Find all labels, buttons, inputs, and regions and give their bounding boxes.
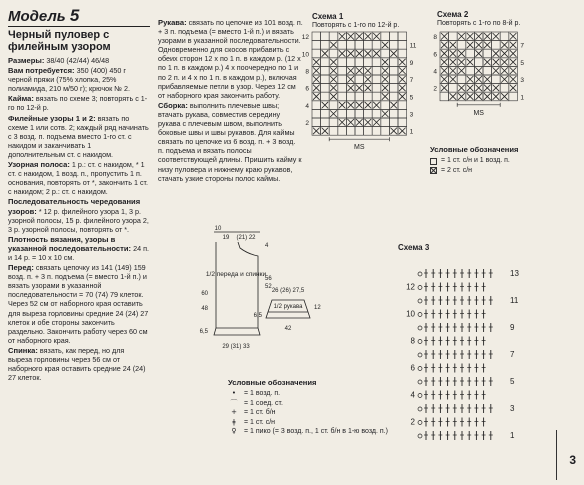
grid-cell [312, 41, 321, 50]
paragraph [158, 101, 303, 183]
legend3-title: Условные обозначения [228, 378, 317, 387]
stitch-symbol-icon: ♀ [231, 427, 237, 436]
model-title [8, 8, 150, 25]
picot-mark [418, 299, 422, 303]
ms-label: MS [473, 109, 484, 117]
paragraph-heading: Перед: [8, 263, 34, 273]
grid-cell [389, 58, 398, 67]
chart-label: 48 [201, 306, 208, 312]
chart-label: 10 [214, 226, 222, 232]
picot-mark [418, 353, 422, 357]
scheme1-note: Повторять с 1-го по 12-й р. [312, 22, 400, 29]
grid-cell [381, 49, 390, 58]
grid-cell [466, 49, 475, 58]
paragraph [8, 235, 150, 262]
row-number: 11 [409, 42, 417, 50]
picot-mark [418, 367, 422, 371]
grid-cell [398, 41, 407, 50]
open-mesh-icon [430, 158, 437, 165]
grid-cell [372, 75, 381, 84]
paragraph-text: выполнить плечевые швы; втачать рукава, совместив середину рукава с плечевым швом, выполнить боковые швы и швы рукавов. Для каймы связать по цепочке из 6 возд. п. + 3 возд. п. подъема и вязать полосы соответствующей длины. Пришить кайму к низу пуловера и нижнему краю рукавов, стачать узкие стороны полос каймы. [158, 100, 302, 183]
grid-cell [321, 109, 330, 118]
row-number: 7 [510, 350, 515, 359]
grid-cell [321, 75, 330, 84]
grid-cell [321, 41, 330, 50]
paragraph [8, 114, 150, 159]
row-number: 12 [406, 282, 415, 292]
grid-cell [312, 49, 321, 58]
picot-mark [418, 421, 422, 425]
paragraph-text: 38/40 (42/44) 46/48 [44, 56, 110, 65]
stitch-symbol-icon: ⌒ [230, 398, 238, 407]
grid-cell [312, 101, 321, 110]
picot-mark [418, 380, 422, 384]
grid-cell [364, 58, 373, 67]
row-number: 1 [409, 128, 414, 136]
grid-cell [389, 66, 398, 75]
paragraph-text: 1 р.: ст. с накидом, * 1 ст. с накидом, 1 возд. п., пропустить 1 п. основания, повторять от *, закончить 1 ст. с накидом; 2 р.: ст. с накидом. [8, 160, 149, 197]
legend-filet [430, 145, 518, 175]
grid-cell [500, 32, 509, 41]
grid-cell [389, 32, 398, 41]
grid-cell [312, 118, 321, 127]
model-label: Модель [8, 8, 66, 25]
chart-label: 12 [314, 305, 321, 311]
row-number: 4 [410, 390, 415, 400]
sleeve-label: 1/2 рукава [273, 304, 303, 310]
paragraph [8, 346, 150, 382]
legend3-row: + = 1 ст. б/н [228, 408, 388, 417]
grid-cell [329, 101, 338, 110]
scheme3-title: Схема 3 [398, 243, 430, 252]
grid-cell [449, 84, 458, 93]
picot-mark [418, 407, 422, 411]
row-number: 11 [510, 296, 519, 305]
grid-cell [389, 118, 398, 127]
grid-cell [321, 84, 330, 93]
grid-cell [355, 92, 364, 101]
picot-mark [418, 394, 422, 398]
instructions-body-cont [158, 18, 303, 183]
row-number: 5 [520, 59, 525, 67]
grid-cell [440, 92, 449, 101]
legend3-row: ǂ = 1 ст. с/н [228, 418, 388, 427]
row-number: 9 [409, 59, 414, 67]
grid-cell [389, 41, 398, 50]
scheme2-title: Схема 2 [437, 10, 469, 19]
grid-cell [346, 41, 355, 50]
row-number: 2 [410, 417, 415, 427]
grid-cell [329, 127, 338, 136]
row-number: 3 [520, 77, 525, 85]
row-number: 4 [305, 102, 309, 110]
title-rule [8, 26, 150, 27]
grid-cell [483, 66, 492, 75]
grid-cell [398, 101, 407, 110]
grid-cell [372, 127, 381, 136]
grid-cell [321, 32, 330, 41]
grid-cell [346, 109, 355, 118]
legend-row-filled: = 2 ст. с/н [430, 166, 518, 175]
grid-cell [338, 84, 347, 93]
filled-mesh-icon [430, 167, 437, 174]
grid-cell [492, 41, 501, 50]
grid-cell [329, 49, 338, 58]
paragraph [8, 263, 150, 345]
picot-mark [418, 326, 422, 330]
grid-cell [372, 92, 381, 101]
grid-cell [474, 58, 483, 67]
paragraph-heading: Сборка: [158, 100, 188, 110]
stitch-symbol-icon: • [231, 389, 237, 398]
grid-cell [338, 92, 347, 101]
sleeve-band [266, 312, 310, 318]
paragraph-heading: Узорная полоса: [8, 160, 70, 170]
grid-cell [329, 118, 338, 127]
scheme2-note: Повторять с 1-го по 8-й р. [437, 20, 521, 27]
grid-cell [500, 84, 509, 93]
grid-cell [372, 109, 381, 118]
grid-cell [389, 109, 398, 118]
grid-cell [346, 92, 355, 101]
grid-cell [398, 118, 407, 127]
ms-label: MS [354, 144, 365, 152]
hem-band [214, 328, 260, 335]
grid-cell [381, 127, 390, 136]
grid-cell [329, 32, 338, 41]
row-number: 5 [409, 94, 414, 102]
grid-cell [321, 66, 330, 75]
grid-cell [338, 41, 347, 50]
row-number: 6 [410, 363, 415, 373]
paragraph-text: * 12 р. филейного узора 1, 3 р. узорной полосы, 15 р. филейного узора 2, 3 р. узорной полосы, повторять от *. [8, 206, 149, 234]
front-back-outline [216, 242, 258, 328]
grid-cell [372, 58, 381, 67]
picot-mark [418, 286, 422, 290]
grid-cell [398, 32, 407, 41]
stitch-symbol-icon: + [231, 408, 237, 417]
middle-text-column [158, 18, 303, 184]
grid-cell [389, 92, 398, 101]
grid-cell [398, 49, 407, 58]
row-number: 6 [305, 85, 309, 93]
row-number: 13 [510, 269, 519, 278]
grid-cell [398, 109, 407, 118]
grid-cell [346, 58, 355, 67]
grid-cell [355, 75, 364, 84]
paragraph-text: 24 п. и 14 р. = 10 x 10 см. [8, 243, 149, 262]
page-divider [556, 430, 557, 480]
grid-cell [364, 127, 373, 136]
legend-title: Условные обозначения [430, 145, 519, 154]
chart-label: 56 [265, 276, 272, 282]
grid-cell [381, 32, 390, 41]
picot-mark [418, 434, 422, 438]
chart-label: 52 [265, 284, 272, 290]
row-number: 9 [510, 323, 515, 332]
chart-label: 6,5 [253, 313, 262, 319]
grid-cell [338, 75, 347, 84]
paragraph [8, 66, 150, 93]
scheme1-title: Схема 1 [312, 12, 344, 21]
grid-cell [457, 75, 466, 84]
paragraph-heading: Рукава: [158, 18, 187, 27]
grid-cell [389, 75, 398, 84]
paragraph-text: связать по цепочке из 101 возд. п. + 3 п. подъема (= вместо 1-й п.) и вязать узорами в указанной последовательности. Одновременно для скосов прибавить с обеих сторон 12 x по 1 п. в каждом р. (12 x по 1 п. в каждом р.) 4 x поочередно по 1 и по 2 п. и 4 x по 1 п. в каждом р.), включая прибавляемые петли в узор. Через 12 см от наборного края закончить работу. [158, 18, 303, 100]
chart-label: (21) 22 [236, 235, 256, 241]
model-number: 5 [69, 6, 80, 25]
legend-row-open: = 1 ст. с/н и 1 возд. п. [430, 156, 518, 165]
paragraph-heading: Плотность вязания, узоры в указанной последовательности: [8, 234, 132, 253]
chart-label: 19 [222, 235, 230, 241]
paragraph-heading: Филейные узоры 1 и 2: [8, 113, 96, 123]
grid-cell [355, 127, 364, 136]
paragraph-text: вязать по схеме 3; повторять с 1-го по 12-й р. [8, 94, 148, 113]
row-number: 4 [433, 68, 437, 76]
paragraph-heading: Кайма: [8, 94, 34, 104]
grid-cell [381, 118, 390, 127]
grid-cell [364, 109, 373, 118]
row-number: 1 [520, 94, 525, 102]
paragraph-heading: Последовательность чередования узоров: [8, 197, 141, 216]
pattern-subtitle: Черный пуловер с филейным узором [8, 29, 111, 53]
chart-label: 42 [284, 326, 292, 332]
grid-cell [338, 127, 347, 136]
row-number: 3 [409, 111, 414, 119]
left-text-column [8, 8, 150, 383]
grid-cell [457, 41, 466, 50]
row-number: 8 [305, 68, 309, 76]
chart-label: 26 (26) 27,5 [271, 288, 305, 294]
paragraph-heading: Размеры: [8, 56, 45, 65]
chart-label: 6,5 [199, 329, 208, 335]
grid-cell [312, 32, 321, 41]
picot-mark [418, 272, 422, 276]
grid-cell [346, 127, 355, 136]
legend3-row: ♀ = 1 пико (= 3 возд. п., 1 ст. б/н в 1-ю возд. п.) [228, 427, 388, 436]
grid-cell [372, 41, 381, 50]
grid-cell [321, 58, 330, 67]
row-number: 12 [301, 34, 309, 42]
scheme3-edging-chart [396, 255, 556, 455]
grid-cell [355, 41, 364, 50]
grid-cell [381, 101, 390, 110]
scheme2-grid [428, 32, 548, 122]
grid-cell [312, 109, 321, 118]
paragraph [8, 160, 150, 196]
row-number: 7 [409, 77, 414, 85]
legend3-row: ⌒ = 1 соед. ст. [228, 399, 388, 408]
paragraph-heading: Спинка: [8, 345, 38, 355]
row-number: 5 [510, 377, 515, 386]
picot-mark [418, 313, 422, 317]
grid-cell [449, 32, 458, 41]
legend3-row: • = 1 возд. п. [228, 389, 388, 398]
grid-cell [338, 109, 347, 118]
grid-cell [466, 66, 475, 75]
page-number: 3 [569, 453, 576, 467]
picot-mark [418, 340, 422, 344]
paragraph-text: связать цепочку из 141 (149) 159 возд. п. + 3 п. подъема (= вместо 1-й п.) и вязать узорами в указанной последовательности = 70 (74) 79 клеток. Через 52 см от наборного края оставить для выреза горловины средние 24 (24) 27 клеток и обе стороны закончить раздельно. Закончить работу через 60 см от наборного края. [8, 263, 149, 345]
garment-schematic [188, 220, 321, 360]
grid-cell [321, 118, 330, 127]
chart-label: 60 [201, 291, 208, 297]
row-number: 2 [433, 85, 437, 93]
chart-label: 4 [265, 243, 269, 249]
grid-cell [321, 92, 330, 101]
grid-cell [338, 66, 347, 75]
grid-cell [364, 92, 373, 101]
row-number: 8 [433, 34, 437, 42]
row-number: 10 [406, 309, 415, 319]
grid-cell [364, 41, 373, 50]
paragraph [158, 18, 303, 100]
row-number: 3 [510, 404, 515, 413]
chart-label: 29 (31) 33 [222, 344, 250, 350]
grid-cell [483, 49, 492, 58]
grid-cell [509, 92, 518, 101]
paragraph [8, 94, 150, 112]
scheme1-grid [300, 32, 420, 152]
row-number: 2 [305, 120, 309, 128]
instructions-body [8, 56, 150, 382]
paragraph-text: вязать по схеме 1 или сотв. 2; каждый ряд начинать с 3 возд. п. подъема вместо 1-го ст. с накидом и заканчивать 1 дополнительным ст. с накидом. [8, 113, 149, 159]
row-number: 1 [510, 431, 515, 440]
row-number: 7 [520, 42, 525, 50]
body-label: 1/2 переда и спинки [205, 271, 267, 278]
paragraph-text: вязать, как перед, но для выреза горловины через 56 см от наборного края оставить средние 24 (24) 27 клеток. [8, 345, 146, 383]
stitch-symbol-icon: ǂ [232, 417, 236, 426]
row-number: 6 [433, 51, 437, 59]
paragraph-text: 350 (400) 450 г черной пряжи (75% хлопка, 25% полиамида, 210 м/50 г); крючок № 2. [8, 66, 130, 94]
grid-cell [338, 58, 347, 67]
paragraph [8, 197, 150, 233]
grid-cell [389, 84, 398, 93]
legend3-items [228, 389, 388, 436]
row-number: 8 [410, 336, 415, 346]
grid-cell [372, 66, 381, 75]
paragraph [8, 56, 150, 65]
paragraph-heading: Вам потребуется: [8, 66, 75, 76]
legend-crochet [228, 378, 388, 436]
grid-cell [372, 84, 381, 93]
row-number: 10 [301, 51, 309, 59]
grid-cell [492, 75, 501, 84]
grid-cell [355, 109, 364, 118]
grid-cell [355, 58, 364, 67]
